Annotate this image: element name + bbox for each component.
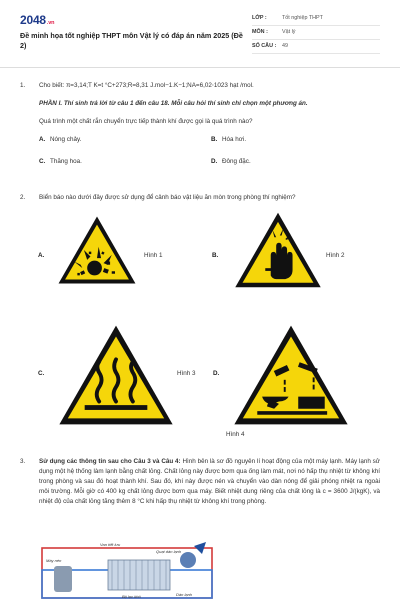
logo-suffix: .vn — [46, 20, 55, 26]
label-valve: Van tiết lưu — [100, 542, 121, 547]
meta-value: 49 — [282, 42, 288, 49]
option-letter[interactable]: D. — [213, 370, 220, 377]
option-text: Thăng hoa. — [50, 157, 82, 165]
option-letter: B. — [211, 136, 218, 144]
label-filter: Bộ lọc khô — [122, 594, 141, 599]
option-text: Nóng chảy. — [50, 136, 82, 144]
exam-meta-table — [252, 12, 380, 54]
site-logo[interactable] — [20, 12, 54, 29]
question-lead: Sử dụng các thông tin sau cho Câu 3 và Câu 4: — [39, 458, 181, 465]
answer-options — [39, 135, 380, 165]
meta-label: MÔN : — [252, 28, 268, 35]
option-letter[interactable]: A. — [38, 252, 45, 259]
question-number: 1. — [20, 82, 26, 89]
option-letter[interactable]: C. — [38, 370, 45, 377]
question-number: 3. — [20, 458, 26, 465]
meta-value: Vật lý — [282, 28, 296, 35]
question-2 — [20, 193, 380, 211]
question-text: Quá trình một chất rắn chuyển trực tiếp thành khí được gọi là quá trình nào? — [39, 118, 253, 126]
hot-surface-warning-icon — [53, 322, 179, 428]
sign-row-2 — [38, 322, 383, 438]
compressor-icon — [54, 566, 72, 592]
meta-label: LỚP : — [252, 14, 267, 21]
label-cold: Dàn lạnh — [176, 592, 193, 597]
logo-text: 2048 — [20, 13, 46, 27]
option-b[interactable] — [211, 135, 383, 144]
option-letter: A. — [39, 136, 46, 144]
option-letter: D. — [211, 157, 218, 165]
question-text: Biển báo nào dưới đây được sử dụng để cảnh báo vật liệu ăn mòn trong phòng thí nghiệm? — [39, 194, 296, 201]
question-number: 2. — [20, 194, 26, 201]
label-fan: Quạt dàn lạnh — [156, 549, 182, 554]
fan-icon — [180, 552, 196, 568]
page-title: Đề minh họa tốt nghiệp THPT môn Vật lý có đáp án năm 2025 (Đề 2) — [20, 31, 243, 51]
figure-caption: Hình 3 — [177, 370, 196, 377]
option-letter: C. — [39, 157, 46, 165]
option-c[interactable] — [39, 157, 211, 166]
meta-row-count — [252, 40, 380, 54]
option-text: Hóa hơi. — [222, 136, 247, 144]
option-letter[interactable]: B. — [212, 252, 219, 259]
option-text: Đông đặc. — [222, 157, 251, 165]
part-instruction: PHẦN I. Thí sinh trả lời từ câu 1 đến câu 18. Mỗi câu hỏi thí sinh chỉ chọn một phương án. — [39, 100, 308, 108]
sign-row-1 — [38, 210, 383, 290]
evaporator-coil-icon — [108, 560, 170, 590]
page-header — [0, 0, 400, 68]
meta-row-subject — [252, 26, 380, 40]
given-constants: Cho biết: π=3,14;T K=t °C+273;R=8,31 J.mol−1.K−1;NA=6,02⋅1023 hạt /mol. — [39, 82, 254, 89]
label-compressor: Máy nén — [46, 558, 62, 563]
corrosive-warning-icon — [228, 322, 354, 428]
hand-hazard-warning-icon — [231, 210, 325, 290]
figure-caption: Hình 4 — [226, 431, 245, 438]
meta-label: SỐ CÂU : — [252, 42, 277, 49]
question-1 — [20, 81, 380, 166]
question-3 — [20, 457, 380, 507]
air-conditioner-diagram — [38, 540, 218, 600]
question-body: Hình bên là sơ đồ nguyên lí hoạt động của một máy lạnh. Máy lạnh sử dụng một hệ thống làm lạnh bằng chất lỏng. Chất lỏng này được bơm qua ống làm mát, nơi nó hấp thụ nhiệt từ không khí trong phòng và sau đó hoạt thành khí. Sau đó, khí này được nén và chuyển vào dàn nóng để giải phóng nhiệt ra ngoài môi trường. Mỗi giờ có 400 kg chất lỏng được bơm qua máy. Biết nhiệt dung riêng của chất lỏng là c = 3600 J/(kgK), và nhiệt độ của chất lỏng tăng thêm 8 °C khi hấp thụ nhiệt từ không khí trong phòng. — [39, 458, 380, 506]
option-d[interactable] — [211, 157, 383, 166]
question-text — [39, 457, 380, 507]
figure-caption: Hình 2 — [326, 252, 345, 259]
explosive-warning-icon — [56, 214, 138, 286]
meta-row-class — [252, 12, 380, 26]
figure-caption: Hình 1 — [144, 252, 163, 259]
meta-value: Tốt nghiệp THPT — [282, 14, 323, 21]
option-a[interactable] — [39, 135, 211, 144]
